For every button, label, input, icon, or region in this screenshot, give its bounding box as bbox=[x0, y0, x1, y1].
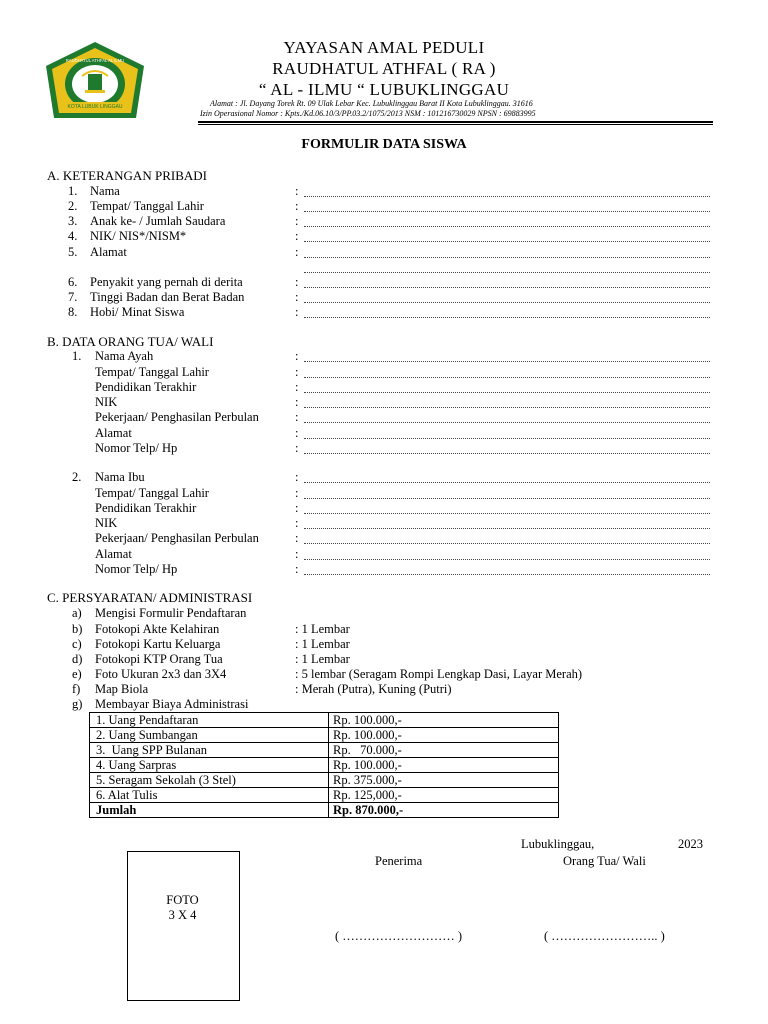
req-value-akte: : 1 Lembar bbox=[295, 622, 350, 636]
header-rule-thin bbox=[198, 124, 713, 125]
field-pendidikan-ayah[interactable] bbox=[304, 392, 710, 393]
header-foundation: YAYASAN AMAL PEDULI bbox=[283, 38, 485, 57]
req-letter: g) bbox=[72, 697, 83, 711]
field-label-anak-ke: Anak ke- / Jumlah Saudara bbox=[90, 214, 226, 228]
field-pekerjaan-ayah[interactable] bbox=[304, 422, 710, 423]
field-nik[interactable] bbox=[304, 241, 710, 242]
req-value-foto: : 5 lembar (Seragam Rompi Lengkap Dasi, Layar Merah) bbox=[295, 667, 583, 681]
fee-amount: Rp. 375.000,- bbox=[329, 773, 559, 788]
req-label-map: Map Biola bbox=[95, 682, 149, 696]
field-label-nama: Nama bbox=[90, 184, 120, 198]
field-label-ttl-ayah: Tempat/ Tanggal Lahir bbox=[95, 365, 209, 379]
header-permit: Izin Operasional Nomor : Kpts./Kd.06.10/3/PP.03.2/1075/2013 NSM : 101216730029 NPSN : 69883995 bbox=[200, 109, 536, 118]
req-value-map: : Merah (Putra), Kuning (Putri) bbox=[295, 682, 452, 696]
form-title: FORMULIR DATA SISWA bbox=[301, 137, 467, 152]
field-label-alamat-ayah: Alamat bbox=[95, 426, 132, 440]
field-label-nama-ayah: Nama Ayah bbox=[95, 349, 154, 363]
photo-label: FOTO bbox=[166, 893, 199, 907]
table-row bbox=[90, 743, 559, 758]
field-ttl-ayah[interactable] bbox=[304, 377, 710, 378]
colon: : bbox=[295, 275, 299, 289]
colon: : bbox=[295, 516, 299, 530]
field-label-nik: NIK/ NIS*/NISM* bbox=[90, 229, 187, 243]
field-alamat[interactable] bbox=[304, 257, 710, 258]
field-nama-ibu[interactable] bbox=[304, 482, 710, 483]
colon: : bbox=[295, 380, 299, 394]
header-school-name: “ AL - ILMU “ LUBUKLINGGAU bbox=[258, 80, 510, 99]
item-number: 5. bbox=[68, 245, 78, 259]
table-row bbox=[90, 773, 559, 788]
sign-place: Lubuklinggau, bbox=[521, 837, 595, 851]
field-label-tinggi: Tinggi Badan dan Berat Badan bbox=[90, 290, 245, 304]
colon: : bbox=[295, 410, 299, 424]
field-alamat-ibu[interactable] bbox=[304, 559, 710, 560]
fee-amount: Rp. 100.000,- bbox=[329, 713, 559, 728]
req-label-formulir: Mengisi Formulir Pendaftaran bbox=[95, 606, 247, 620]
fee-item: 5. Seragam Sekolah (3 Stel) bbox=[90, 773, 329, 788]
colon: : bbox=[295, 486, 299, 500]
field-hobi[interactable] bbox=[304, 317, 710, 318]
req-label-foto: Foto Ukuran 2x3 dan 3X4 bbox=[95, 667, 227, 681]
fee-amount: Rp. 70.000,- bbox=[329, 743, 559, 758]
colon: : bbox=[295, 547, 299, 561]
req-label-biaya: Membayar Biaya Administrasi bbox=[95, 697, 249, 711]
colon: : bbox=[295, 426, 299, 440]
colon: : bbox=[295, 214, 299, 228]
logo-text-top: RAUDHATUL ATHFAL AL ILMU bbox=[65, 58, 125, 63]
req-letter: c) bbox=[72, 637, 82, 651]
colon: : bbox=[295, 349, 299, 363]
field-label-telp-ibu: Nomor Telp/ Hp bbox=[95, 562, 178, 576]
field-label-telp-ayah: Nomor Telp/ Hp bbox=[95, 441, 178, 455]
field-nik-ibu[interactable] bbox=[304, 528, 710, 529]
item-number: 6. bbox=[68, 275, 78, 289]
field-nama[interactable] bbox=[304, 196, 710, 197]
req-value-ktp: : 1 Lembar bbox=[295, 652, 350, 666]
field-ttl-ibu[interactable] bbox=[304, 498, 710, 499]
item-number: 7. bbox=[68, 290, 78, 304]
fee-item: 1. Uang Pendaftaran bbox=[90, 713, 329, 728]
colon: : bbox=[295, 470, 299, 484]
header-rule bbox=[198, 121, 713, 123]
field-label-alamat: Alamat bbox=[90, 245, 127, 259]
field-label-pekerjaan-ayah: Pekerjaan/ Penghasilan Perbulan bbox=[95, 410, 259, 424]
receiver-signature-line[interactable]: ( ……………………… ) bbox=[335, 929, 463, 943]
req-label-kk: Fotokopi Kartu Keluarga bbox=[95, 637, 221, 651]
colon: : bbox=[295, 395, 299, 409]
photo-size: 3 X 4 bbox=[168, 908, 197, 922]
colon: : bbox=[295, 562, 299, 576]
table-total-row bbox=[90, 803, 559, 818]
section-c-heading: C. PERSYARATAN/ ADMINISTRASI bbox=[47, 590, 253, 605]
colon: : bbox=[295, 199, 299, 213]
table-row bbox=[90, 713, 559, 728]
fee-total-label: Jumlah bbox=[90, 803, 329, 818]
req-letter: e) bbox=[72, 667, 82, 681]
table-row bbox=[90, 728, 559, 743]
field-ttl[interactable] bbox=[304, 211, 710, 212]
field-nik-ayah[interactable] bbox=[304, 407, 710, 408]
field-label-pendidikan-ayah: Pendidikan Terakhir bbox=[95, 380, 197, 394]
field-label-ttl-ibu: Tempat/ Tanggal Lahir bbox=[95, 486, 209, 500]
colon: : bbox=[295, 245, 299, 259]
receiver-label: Penerima bbox=[375, 854, 423, 868]
item-number: 1. bbox=[68, 184, 78, 198]
item-number: 2. bbox=[68, 199, 78, 213]
fee-amount: Rp. 125,000,- bbox=[329, 788, 559, 803]
colon: : bbox=[295, 501, 299, 515]
field-label-nama-ibu: Nama Ibu bbox=[95, 470, 145, 484]
fee-table bbox=[89, 712, 559, 818]
field-tinggi[interactable] bbox=[304, 302, 710, 303]
colon: : bbox=[295, 184, 299, 198]
table-row bbox=[90, 758, 559, 773]
header-address: Alamat : Jl. Dayang Torek Rt. 09 Ulak Lebar Kec. Lubuklinggau Barat II Kota Lubuklinggau. 31616 bbox=[210, 99, 533, 108]
father-number: 1. bbox=[72, 349, 82, 363]
section-b-heading: B. DATA ORANG TUA/ WALI bbox=[47, 334, 214, 349]
req-letter: b) bbox=[72, 622, 83, 636]
sign-year: 2023 bbox=[678, 837, 703, 851]
item-number: 8. bbox=[68, 305, 78, 319]
req-letter: d) bbox=[72, 652, 83, 666]
fee-item: 3. Uang SPP Bulanan bbox=[90, 743, 329, 758]
field-label-nik-ibu: NIK bbox=[95, 516, 118, 530]
logo-text-bottom: KOTA LUBUK LINGGAU bbox=[67, 104, 123, 110]
field-pendidikan-ibu[interactable] bbox=[304, 513, 710, 514]
field-telp-ibu[interactable] bbox=[304, 574, 710, 575]
fee-item: 2. Uang Sumbangan bbox=[90, 728, 329, 743]
req-letter: f) bbox=[72, 682, 81, 696]
field-anak-ke[interactable] bbox=[304, 226, 710, 227]
field-nama-ayah[interactable] bbox=[304, 361, 710, 362]
field-label-penyakit: Penyakit yang pernah di derita bbox=[90, 275, 243, 289]
parent-signature-line[interactable]: ( …………………….. ) bbox=[544, 929, 665, 943]
colon: : bbox=[295, 441, 299, 455]
fee-item: 4. Uang Sarpras bbox=[90, 758, 329, 773]
header-school: RAUDHATUL ATHFAL ( RA ) bbox=[272, 59, 496, 78]
colon: : bbox=[295, 305, 299, 319]
req-value-kk: : 1 Lembar bbox=[295, 637, 350, 651]
fee-amount: Rp. 100.000,- bbox=[329, 728, 559, 743]
field-label-hobi: Hobi/ Minat Siswa bbox=[90, 305, 185, 319]
field-label-ttl: Tempat/ Tanggal Lahir bbox=[90, 199, 204, 213]
colon: : bbox=[295, 365, 299, 379]
item-number: 4. bbox=[68, 229, 78, 243]
field-alamat-ayah[interactable] bbox=[304, 438, 710, 439]
colon: : bbox=[295, 531, 299, 545]
field-label-alamat-ibu: Alamat bbox=[95, 547, 132, 561]
field-pekerjaan-ibu[interactable] bbox=[304, 543, 710, 544]
table-row bbox=[90, 788, 559, 803]
req-label-ktp: Fotokopi KTP Orang Tua bbox=[95, 652, 223, 666]
mother-number: 2. bbox=[72, 470, 82, 484]
field-label-pendidikan-ibu: Pendidikan Terakhir bbox=[95, 501, 197, 515]
fee-amount: Rp. 100.000,- bbox=[329, 758, 559, 773]
field-penyakit[interactable] bbox=[304, 287, 710, 288]
fee-item: 6. Alat Tulis bbox=[90, 788, 329, 803]
colon: : bbox=[295, 290, 299, 304]
item-number: 3. bbox=[68, 214, 78, 228]
section-a-heading: A. KETERANGAN PRIBADI bbox=[47, 168, 207, 183]
field-label-pekerjaan-ibu: Pekerjaan/ Penghasilan Perbulan bbox=[95, 531, 259, 545]
colon: : bbox=[295, 229, 299, 243]
field-label-nik-ayah: NIK bbox=[95, 395, 118, 409]
field-telp-ayah[interactable] bbox=[304, 453, 710, 454]
field-alamat-line2[interactable] bbox=[304, 272, 710, 273]
req-label-akte: Fotokopi Akte Kelahiran bbox=[95, 622, 220, 636]
fee-total-amount: Rp. 870.000,- bbox=[329, 803, 559, 818]
req-letter: a) bbox=[72, 606, 82, 620]
parent-label: Orang Tua/ Wali bbox=[563, 854, 646, 868]
photo-box[interactable] bbox=[127, 851, 240, 1001]
